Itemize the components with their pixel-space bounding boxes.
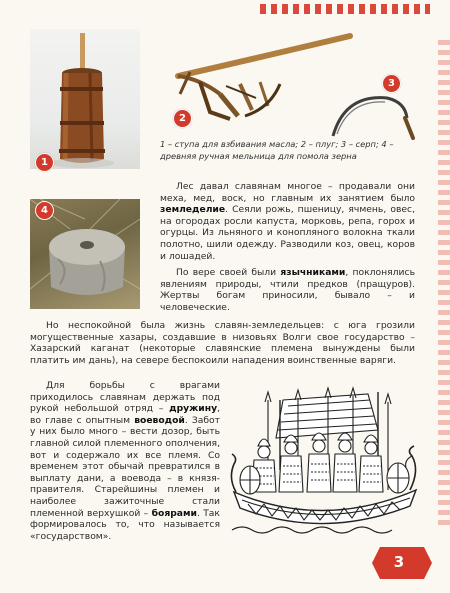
p1-lead: Лес давал славянам многое – продавали они меха, мед, воск, но главным их занятием было [160, 181, 415, 204]
decorative-side-stripe [438, 40, 450, 530]
p4-lead: Для борьбы с врагами приходилось славянам держать под рукой небольшой отряд – [30, 380, 220, 415]
p2-rest: , поклонялись явлениям природы, чтили предков (пращуров). Жертвы богам приносили, бывало – и человеческие. [160, 267, 415, 313]
warriors-drawing [228, 380, 423, 540]
p3-text: Но неспокойной была жизнь славян-земледельцев: с юга грозили могущественные хазары, создавшие в низовьях Волги свое государство – Хазарский каганат (некоторые славянские племена вынуждены были платить им дань), на севере беспокоили нападения воинственные варяги. [30, 320, 415, 366]
p4-mid2: . Забот у них было много – вести дозор, быть главной силой племенного ополчения, вот и содержало их все племя. Со временем этот обычай превратился в выплату дани, а воевода – в князя-правителя. Старейшины племен и наиболее зажиточные стали племенной верхушкой – [30, 414, 220, 519]
paragraph-druzhina [30, 380, 220, 542]
badge-2: 2 [173, 109, 192, 128]
term-agriculture: земледелие [160, 204, 226, 216]
term-voevoda: воеводой [134, 414, 185, 426]
paragraph-agriculture [160, 181, 415, 262]
page-number: 3 [393, 553, 405, 571]
butter-churn-photo [30, 29, 140, 169]
badge-1: 1 [35, 153, 54, 172]
p4-rest: . Так формировалось то, что называется «государством». [30, 507, 220, 542]
term-druzhina: дружину [169, 403, 218, 415]
warriors-boat-illustration [228, 380, 423, 540]
sickle-photo [325, 84, 420, 142]
term-pagans: язычниками [280, 267, 346, 278]
sickle-illustration [325, 84, 420, 142]
decorative-top-stripe [260, 4, 430, 14]
image-caption: 1 – ступа для взбивания масла; 2 – плуг; 3 – серп; 4 – древняя ручная мельница для помола зерна [160, 139, 394, 161]
p2-lead: По вере своей были [176, 267, 281, 278]
badge-3: 3 [382, 74, 401, 93]
paragraph-enemies [30, 320, 415, 366]
term-boyars: боярами [151, 507, 197, 519]
badge-4: 4 [35, 201, 54, 220]
p1-rest: . Сеяли рожь, пшеницу, ячмень, овес, на огородах росли капуста, морковь, репа, горох и огурцы. Из льняного и конопляного волокна ткали полотно, шили одежду. Разводили коз, овец, коров и лошадей. [160, 204, 415, 262]
butter-churn-illustration [30, 29, 140, 169]
p4-mid1: , во главе с опытным [30, 403, 220, 426]
paragraph-paganism [160, 267, 415, 313]
